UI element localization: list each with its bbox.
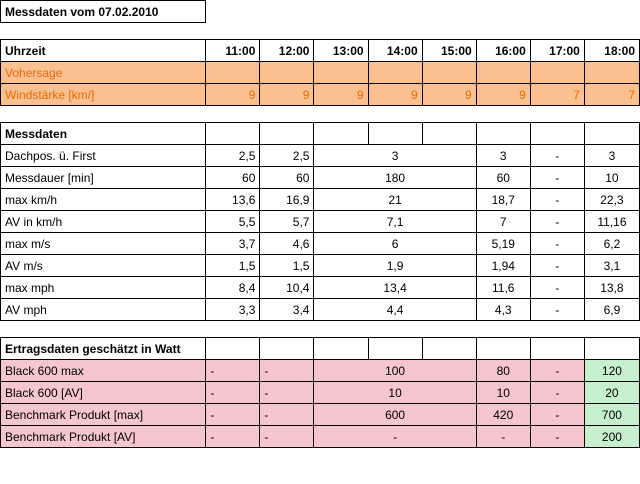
empty-cell (314, 106, 368, 123)
forecast-wind-1500: 9 (422, 84, 476, 106)
cell-dachpos-1700: - (530, 145, 584, 167)
measurements-heading-row (1, 123, 640, 145)
page-title: Messdaten vom 07.02.2010 (1, 1, 206, 23)
empty-cell (368, 321, 422, 338)
empty-cell (368, 1, 422, 23)
empty-cell (206, 321, 260, 338)
row-label-max-mph: max mph (1, 277, 206, 299)
empty-cell (530, 1, 584, 23)
yield-heading: Ertragsdaten geschätzt in Watt (1, 338, 206, 360)
cell-messdauer-1300-1500: 180 (314, 167, 476, 189)
header-time-1400: 14:00 (368, 40, 422, 62)
cell-black600-max-1100: - (206, 360, 260, 382)
row-label-black600-max: Black 600 max (1, 360, 206, 382)
empty-cell (314, 123, 368, 145)
empty-cell (476, 123, 530, 145)
cell-black600-av-1800: 20 (584, 382, 639, 404)
cell-messdauer-1200: 60 (260, 167, 314, 189)
header-time-1300: 13:00 (314, 40, 368, 62)
forecast-heading-row (1, 62, 640, 84)
spacer-row (1, 321, 640, 338)
cell-av-kmh-1200: 5,7 (260, 211, 314, 233)
forecast-heading: Vohersage (1, 62, 206, 84)
cell-av-kmh-1800: 11,16 (584, 211, 639, 233)
empty-cell (584, 1, 639, 23)
cell-av-ms-1600: 1,94 (476, 255, 530, 277)
row-label-dachpos: Dachpos. ü. First (1, 145, 206, 167)
empty-cell (260, 338, 314, 360)
cell-av-mph-1700: - (530, 299, 584, 321)
empty-cell (314, 23, 368, 40)
cell-max-ms-1800: 6,2 (584, 233, 639, 255)
header-time-1200: 12:00 (260, 40, 314, 62)
table-row (1, 426, 640, 448)
cell-black600-max-1300-1500: 100 (314, 360, 476, 382)
cell-messdauer-1600: 60 (476, 167, 530, 189)
empty-cell (584, 321, 639, 338)
empty-cell (1, 321, 206, 338)
empty-cell (422, 62, 476, 84)
empty-cell (584, 338, 639, 360)
empty-cell (368, 338, 422, 360)
cell-messdauer-1100: 60 (206, 167, 260, 189)
empty-cell (530, 62, 584, 84)
empty-cell (530, 338, 584, 360)
empty-cell (422, 106, 476, 123)
cell-max-kmh-1100: 13,6 (206, 189, 260, 211)
empty-cell (422, 23, 476, 40)
forecast-wind-1300: 9 (314, 84, 368, 106)
row-label-av-kmh: AV in km/h (1, 211, 206, 233)
empty-cell (1, 23, 206, 40)
cell-av-mph-1800: 6,9 (584, 299, 639, 321)
empty-cell (206, 106, 260, 123)
cell-dachpos-1300-1500: 3 (314, 145, 476, 167)
table-row (1, 145, 640, 167)
empty-cell (584, 23, 639, 40)
table-row (1, 211, 640, 233)
cell-max-mph-1300-1500: 13,4 (314, 277, 476, 299)
table-row (1, 167, 640, 189)
measurements-heading: Messdaten (1, 123, 206, 145)
empty-cell (260, 321, 314, 338)
cell-max-mph-1200: 10,4 (260, 277, 314, 299)
cell-max-kmh-1200: 16,9 (260, 189, 314, 211)
cell-av-kmh-1700: - (530, 211, 584, 233)
row-label-messdauer: Messdauer [min] (1, 167, 206, 189)
cell-black600-av-1200: - (260, 382, 314, 404)
forecast-wind-label: Windstärke [km/] (1, 84, 206, 106)
cell-max-ms-1200: 4,6 (260, 233, 314, 255)
empty-cell (206, 62, 260, 84)
row-label-av-mph: AV mph (1, 299, 206, 321)
cell-max-mph-1800: 13,8 (584, 277, 639, 299)
cell-black600-av-1600: 10 (476, 382, 530, 404)
cell-black600-max-1800: 120 (584, 360, 639, 382)
cell-max-ms-1600: 5,19 (476, 233, 530, 255)
empty-cell (368, 23, 422, 40)
cell-benchmark-max-1600: 420 (476, 404, 530, 426)
title-row (1, 1, 640, 23)
empty-cell (530, 123, 584, 145)
cell-benchmark-av-1600: - (476, 426, 530, 448)
header-time-1800: 18:00 (584, 40, 639, 62)
header-row (1, 40, 640, 62)
cell-av-ms-1700: - (530, 255, 584, 277)
cell-av-ms-1300-1500: 1,9 (314, 255, 476, 277)
empty-cell (260, 62, 314, 84)
empty-cell (368, 106, 422, 123)
empty-cell (314, 1, 368, 23)
cell-av-mph-1300-1500: 4,4 (314, 299, 476, 321)
cell-av-mph-1600: 4,3 (476, 299, 530, 321)
forecast-wind-1200: 9 (260, 84, 314, 106)
cell-av-kmh-1600: 7 (476, 211, 530, 233)
empty-cell (476, 106, 530, 123)
empty-cell (584, 62, 639, 84)
empty-cell (530, 106, 584, 123)
forecast-wind-1600: 9 (476, 84, 530, 106)
empty-cell (530, 321, 584, 338)
spacer-row (1, 106, 640, 123)
cell-max-mph-1100: 8,4 (206, 277, 260, 299)
empty-cell (206, 338, 260, 360)
forecast-wind-1400: 9 (368, 84, 422, 106)
empty-cell (1, 106, 206, 123)
cell-benchmark-av-1800: 200 (584, 426, 639, 448)
cell-black600-max-1200: - (260, 360, 314, 382)
empty-cell (422, 123, 476, 145)
cell-benchmark-max-1300-1500: 600 (314, 404, 476, 426)
cell-benchmark-av-1200: - (260, 426, 314, 448)
cell-max-kmh-1600: 18,7 (476, 189, 530, 211)
table-row (1, 189, 640, 211)
row-label-benchmark-max: Benchmark Produkt [max] (1, 404, 206, 426)
empty-cell (584, 106, 639, 123)
cell-max-kmh-1700: - (530, 189, 584, 211)
empty-cell (260, 23, 314, 40)
empty-cell (476, 338, 530, 360)
empty-cell (368, 62, 422, 84)
cell-black600-av-1700: - (530, 382, 584, 404)
cell-av-ms-1100: 1,5 (206, 255, 260, 277)
row-label-black600-av: Black 600 [AV] (1, 382, 206, 404)
cell-messdauer-1700: - (530, 167, 584, 189)
empty-cell (476, 321, 530, 338)
cell-black600-max-1700: - (530, 360, 584, 382)
cell-av-mph-1100: 3,3 (206, 299, 260, 321)
empty-cell (476, 1, 530, 23)
header-time-1700: 17:00 (530, 40, 584, 62)
table-row (1, 277, 640, 299)
header-time-1600: 16:00 (476, 40, 530, 62)
cell-dachpos-1600: 3 (476, 145, 530, 167)
empty-cell (530, 23, 584, 40)
cell-black600-av-1100: - (206, 382, 260, 404)
cell-black600-max-1600: 80 (476, 360, 530, 382)
empty-cell (206, 1, 260, 23)
forecast-wind-1800: 7 (584, 84, 639, 106)
cell-av-mph-1200: 3,4 (260, 299, 314, 321)
cell-av-kmh-1300-1500: 7,1 (314, 211, 476, 233)
table-row (1, 299, 640, 321)
cell-benchmark-av-1100: - (206, 426, 260, 448)
header-label-uhrzeit: Uhrzeit (1, 40, 206, 62)
table-row (1, 382, 640, 404)
row-label-max-kmh: max km/h (1, 189, 206, 211)
cell-black600-av-1300-1500: 10 (314, 382, 476, 404)
row-label-av-ms: AV m/s (1, 255, 206, 277)
yield-heading-row (1, 338, 640, 360)
forecast-wind-1100: 9 (206, 84, 260, 106)
empty-cell (422, 1, 476, 23)
empty-cell (206, 123, 260, 145)
forecast-wind-row (1, 84, 640, 106)
cell-max-ms-1700: - (530, 233, 584, 255)
table-row (1, 404, 640, 426)
cell-benchmark-max-1100: - (206, 404, 260, 426)
cell-max-mph-1700: - (530, 277, 584, 299)
empty-cell (476, 23, 530, 40)
table-row (1, 233, 640, 255)
table-row (1, 360, 640, 382)
cell-max-mph-1600: 11,6 (476, 277, 530, 299)
empty-cell (314, 338, 368, 360)
cell-dachpos-1200: 2,5 (260, 145, 314, 167)
cell-av-ms-1800: 3,1 (584, 255, 639, 277)
cell-benchmark-max-1700: - (530, 404, 584, 426)
empty-cell (206, 23, 260, 40)
header-time-1500: 15:00 (422, 40, 476, 62)
cell-benchmark-max-1800: 700 (584, 404, 639, 426)
cell-dachpos-1100: 2,5 (206, 145, 260, 167)
forecast-wind-1700: 7 (530, 84, 584, 106)
empty-cell (314, 62, 368, 84)
cell-dachpos-1800: 3 (584, 145, 639, 167)
cell-av-kmh-1100: 5,5 (206, 211, 260, 233)
cell-max-ms-1300-1500: 6 (314, 233, 476, 255)
empty-cell (584, 123, 639, 145)
empty-cell (368, 123, 422, 145)
empty-cell (260, 106, 314, 123)
cell-benchmark-av-1300-1500: - (314, 426, 476, 448)
empty-cell (476, 62, 530, 84)
empty-cell (314, 321, 368, 338)
cell-av-ms-1200: 1,5 (260, 255, 314, 277)
row-label-max-ms: max m/s (1, 233, 206, 255)
cell-max-kmh-1800: 22,3 (584, 189, 639, 211)
row-label-benchmark-av: Benchmark Produkt [AV] (1, 426, 206, 448)
cell-benchmark-max-1200: - (260, 404, 314, 426)
header-time-1100: 11:00 (206, 40, 260, 62)
cell-benchmark-av-1700: - (530, 426, 584, 448)
cell-messdauer-1800: 10 (584, 167, 639, 189)
cell-max-kmh-1300-1500: 21 (314, 189, 476, 211)
empty-cell (260, 123, 314, 145)
empty-cell (422, 338, 476, 360)
spacer-row (1, 23, 640, 40)
empty-cell (422, 321, 476, 338)
table-row (1, 255, 640, 277)
empty-cell (260, 1, 314, 23)
cell-max-ms-1100: 3,7 (206, 233, 260, 255)
